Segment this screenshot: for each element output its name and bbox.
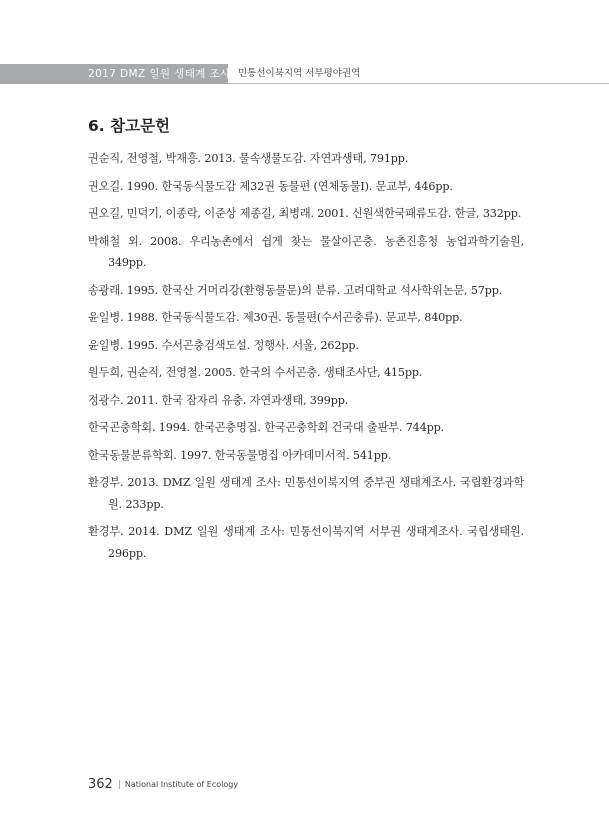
header-region-title: 민통선이북지역 서부평야권역 (238, 68, 361, 79)
reference-item: 한국동물분류학회. 1997. 한국동물명집 아카데미서적. 541pp. (88, 448, 392, 462)
reference-item: 권순직, 전영철, 박재흥. 2013. 물속생물도감. 자연과생태, 791pp. (88, 152, 409, 165)
running-header (0, 64, 609, 84)
reference-item: 박해철 외. 2008. 우리농촌에서 쉽게 찾는 물살이곤충. 농촌진흥청 농업과학기술원, 349pp. (88, 234, 524, 269)
reference-item: 정광수. 2011. 한국 잠자리 유충. 자연과생태, 399pp. (88, 393, 349, 407)
reference-item: 원두희, 권순직, 전영철. 2005. 한국의 수서곤충. 생태조사단, 415pp. (88, 366, 423, 379)
reference-item: 환경부. 2013. DMZ 일원 생태계 조사: 민통선이북지역 중부권 생태계조사. 국립환경과학원. 233pp. (88, 476, 524, 511)
reference-item: 한국곤충학회. 1994. 한국곤충명집. 한국곤충학회 건국대 출판부. 744pp. (88, 421, 445, 434)
reference-item: 권오길. 1990. 한국동식물도감 제32권 동물편 (연체동물Ⅰ). 문교부, 446pp. (88, 179, 453, 193)
footer-separator: | (117, 780, 121, 790)
reference-item: 환경부. 2014. DMZ 일원 생태계 조사: 민통선이북지역 서부권 생태계조사. 국립생태원. 296pp. (88, 525, 524, 560)
reference-item: 윤일병. 1995. 수서곤충검색도설. 정행사. 서울, 262pp. (88, 338, 359, 352)
reference-list (88, 148, 524, 570)
page-footer (88, 773, 238, 792)
header-report-title: 2017 DMZ 일원 생태계 조사 (0, 64, 228, 84)
reference-item: 송광래. 1995. 한국산 거머리강(환형동물문)의 분류. 고려대학교 석사학위논문, 57pp. (88, 283, 503, 297)
footer-institute: National Institute of Ecology (124, 780, 239, 789)
reference-item: 권오길, 민덕기, 이종락, 이준상 제종길, 최병래. 2001. 신원색한국패류도감. 한글, 332pp. (88, 207, 522, 220)
page-number: 362 (88, 777, 113, 792)
reference-item: 윤일병. 1988. 한국동식물도감. 제30권. 동물편(수서곤충류). 문교부, 840pp. (88, 311, 463, 324)
section-title: 6. 참고문헌 (88, 117, 170, 135)
